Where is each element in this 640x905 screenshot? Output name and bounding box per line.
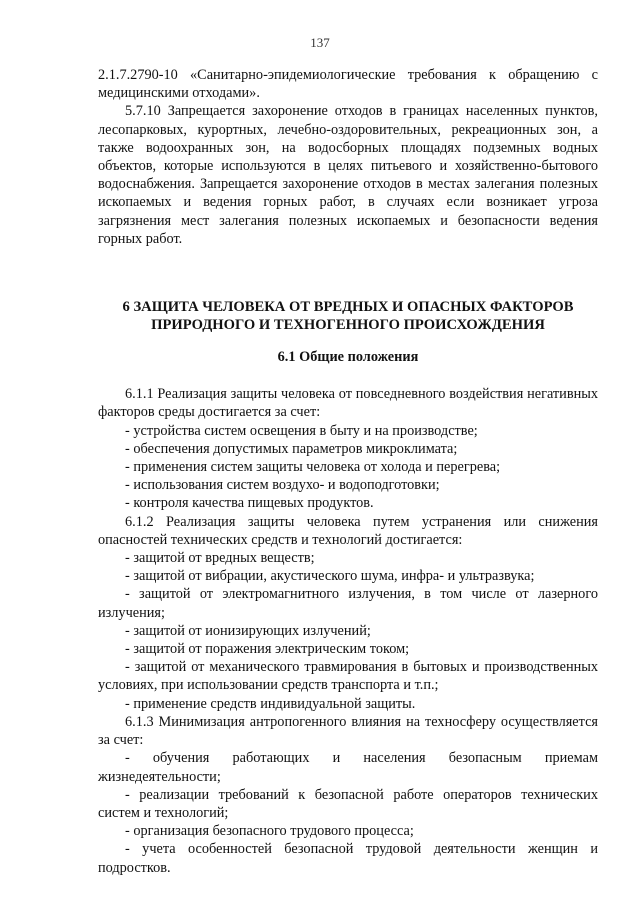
list-item: - контроля качества пищевых продуктов. — [125, 495, 374, 512]
paragraph-sanpin-reference: 2.1.7.2790-10 «Санитарно-эпидемиологические требования к обращению с медицинскими отходами». — [98, 67, 598, 102]
list-item: - применение средств индивидуальной защиты. — [125, 695, 416, 712]
subsection-title: 6.1 Общие положения — [277, 349, 419, 366]
list-item: - защитой от ионизирующих излучений; — [125, 622, 371, 639]
list-item: - защитой от вибрации, акустического шума, инфра- и ультразвука; — [125, 568, 535, 585]
document-body — [98, 66, 598, 877]
section-title-line-2: ПРИРОДНОГО И ТЕХНОГЕННОГО ПРОИСХОЖДЕНИЯ — [151, 317, 545, 334]
list-item: - защитой от механического травмирования в бытовых и производственных условиях, при использовании средств транспорта и т.п.; — [98, 659, 598, 694]
section-title — [98, 298, 598, 334]
list-item: - устройства систем освещения в быту и на производстве; — [125, 422, 478, 439]
list-item: - применения систем защиты человека от холода и перегрева; — [125, 459, 501, 476]
list-item: - защитой от поражения электрическим током; — [125, 641, 410, 658]
paragraph-5-7-10: 5.7.10 Запрещается захоронение отходов в границах населенных пунктов, лесопарковых, курортных, лечебно-оздоровительных, рекреационных зон, а также водоохранных зон, на водосборных площадях подземных водных объектов, которые используются в целях питьевого и хозяйственно-бытового водоснабжения. Запрещается захоронение отходов в местах залегания полезных ископаемых и ведения горных работ, в случаях если возникает угроза загрязнения мест залегания полезных ископаемых и безопасности ведения горных работ. — [98, 103, 598, 247]
list-item: - использования систем воздухо- и водоподготовки; — [125, 477, 440, 494]
list-item: - организация безопасного трудового процесса; — [125, 823, 414, 840]
list-item: - защитой от электромагнитного излучения, в том числе от лазерного излучения; — [98, 586, 598, 621]
paragraph-6-1-2: 6.1.2 Реализация защиты человека путем устранения или снижения опасностей технических средств и технологий достигается: — [98, 513, 598, 548]
list-item: - обеспечения допустимых параметров микроклимата; — [125, 440, 458, 457]
list-item: - обучения работающих и населения безопасным приемам жизнедеятельности; — [98, 750, 598, 785]
list-item: - учета особенностей безопасной трудовой деятельности женщин и подростков. — [98, 841, 598, 876]
list-item: - реализации требований к безопасной работе операторов технических систем и технологий; — [98, 786, 598, 821]
paragraph-6-1-3: 6.1.3 Минимизация антропогенного влияния на техносферу осуществляется за счет: — [98, 713, 598, 749]
section-title-line-1: 6 ЗАЩИТА ЧЕЛОВЕКА ОТ ВРЕДНЫХ И ОПАСНЫХ ФАКТОРОВ — [122, 299, 574, 316]
page-number: 137 — [310, 35, 330, 50]
list-item: - защитой от вредных веществ; — [125, 550, 315, 567]
paragraph-6-1-1: 6.1.1 Реализация защиты человека от повседневного воздействия негативных факторов среды достигается за счет: — [98, 386, 598, 421]
